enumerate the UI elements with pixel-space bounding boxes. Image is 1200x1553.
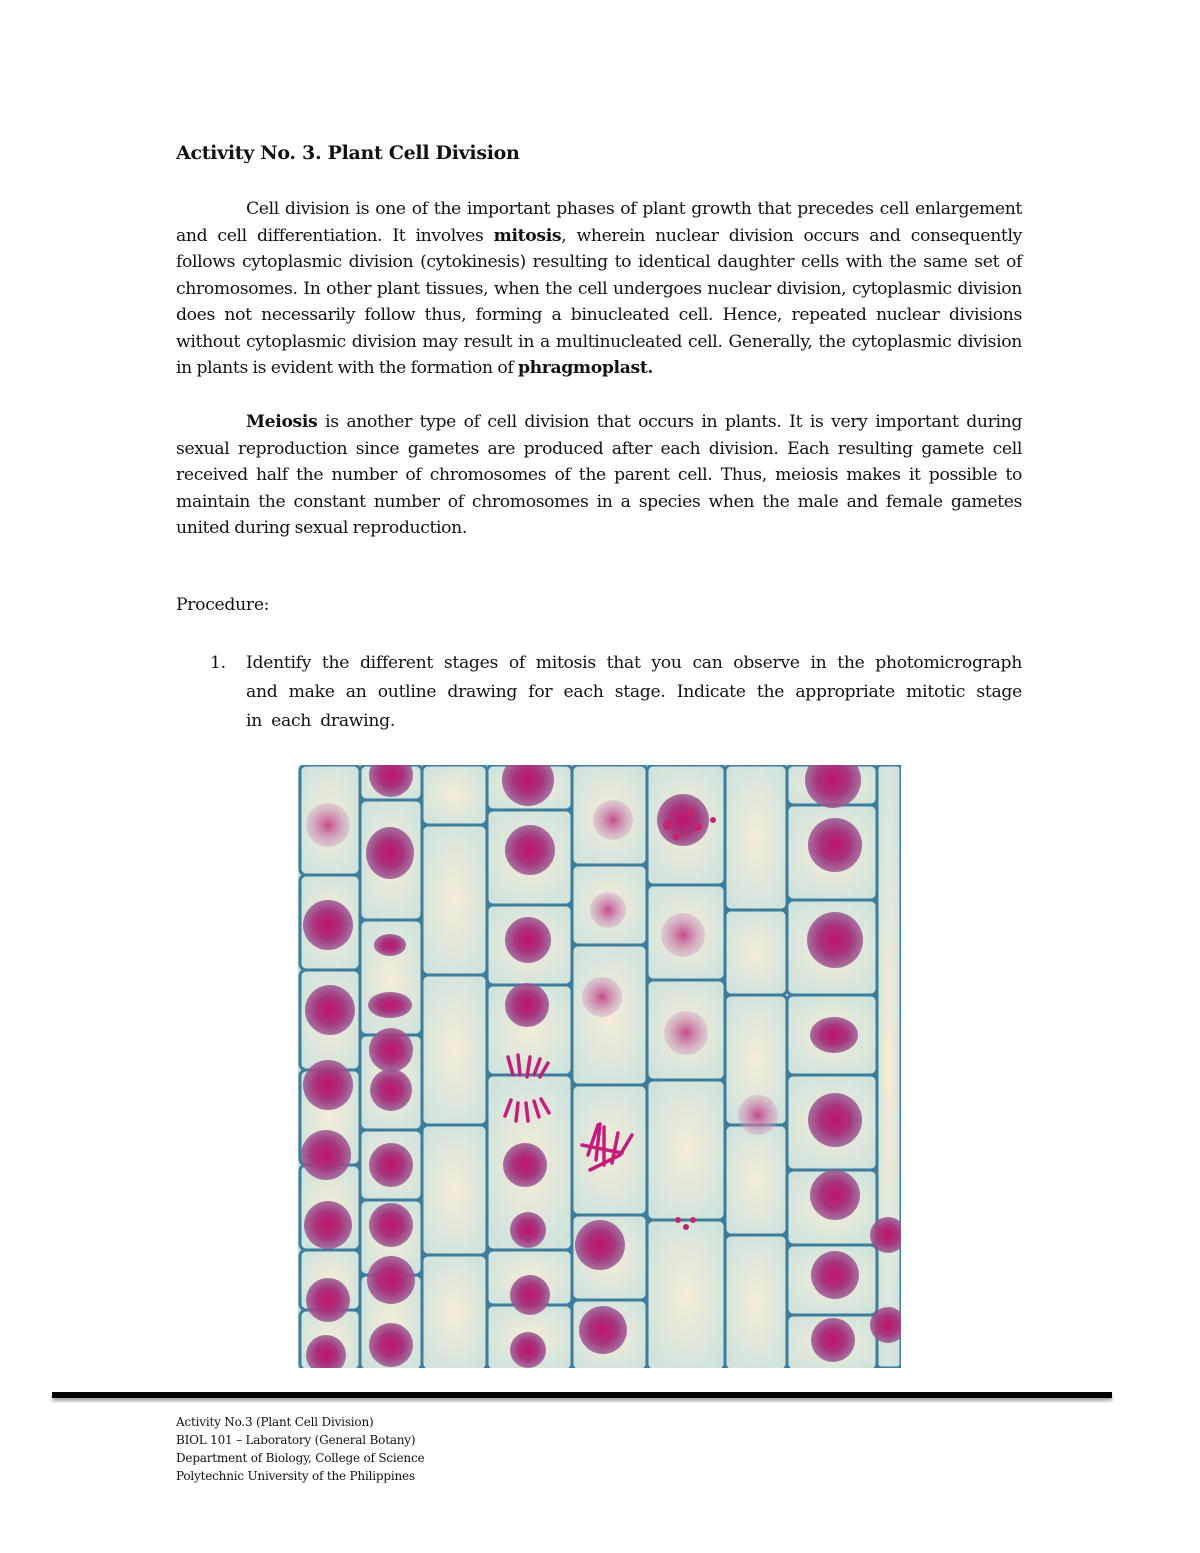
page-footer [176,1413,424,1485]
paragraph-text: is another type of cell division that occurs in plants. It is very important during sexual reproduction since gametes are produced after each division. Each resulting gamete cell received half the number of chromosomes of the parent cell. Thus, meiosis makes it possible to maintain the constant number of chromosomes in a species when the male and female gametes united during sexual reproduction. [176,412,1022,538]
procedure-step [210,649,1022,736]
intro-paragraph-meiosis [176,409,1022,542]
term-phragmoplast: phragmoplast. [517,358,654,378]
footer-line-activity: Activity No.3 (Plant Cell Division) [176,1415,374,1429]
intro-paragraph-mitosis [176,196,1022,382]
footer-line-department: Department of Biology, College of Science [176,1451,425,1465]
term-meiosis: Meiosis [246,412,318,432]
onion-root-tip-micrograph-image [298,765,901,1368]
photomicrograph-figure [298,765,901,1368]
page-title: Activity No. 3. Plant Cell Division [176,142,520,164]
procedure-list [210,649,1022,736]
procedure-heading: Procedure: [176,595,270,615]
paragraph-text: , wherein nuclear division occurs and consequently follows cytoplasmic division (cytokinesis) resulting to identical daughter cells with the same set of chromosomes. In other plant tissues, when the cell undergoes nuclear division, cytoplasmic division does not necessarily follow thus, forming a binucleated cell. Hence, repeated nuclear divisions without cytoplasmic division may result in a multinucleated cell. Generally, the cytoplasmic division in plants is evident with the formation of [176,225,1022,378]
footer-line-course: BIOL 101 – Laboratory (General Botany) [176,1433,416,1447]
procedure-step-text: Identify the different stages of mitosis that you can observe in the photomicrograph and make an outline drawing for each stage. Indicate the appropriate mitotic stage in each drawing. [246,653,1022,731]
term-mitosis: mitosis [493,225,562,246]
procedure-step-number: 1. [210,653,226,673]
footer-divider [52,1392,1112,1398]
footer-line-university: Polytechnic University of the Philippines [176,1469,415,1483]
paragraph-text: Cell division is one of the important phases of plant growth that precedes cell enlargement and cell differentiation. It involves [176,199,1022,246]
